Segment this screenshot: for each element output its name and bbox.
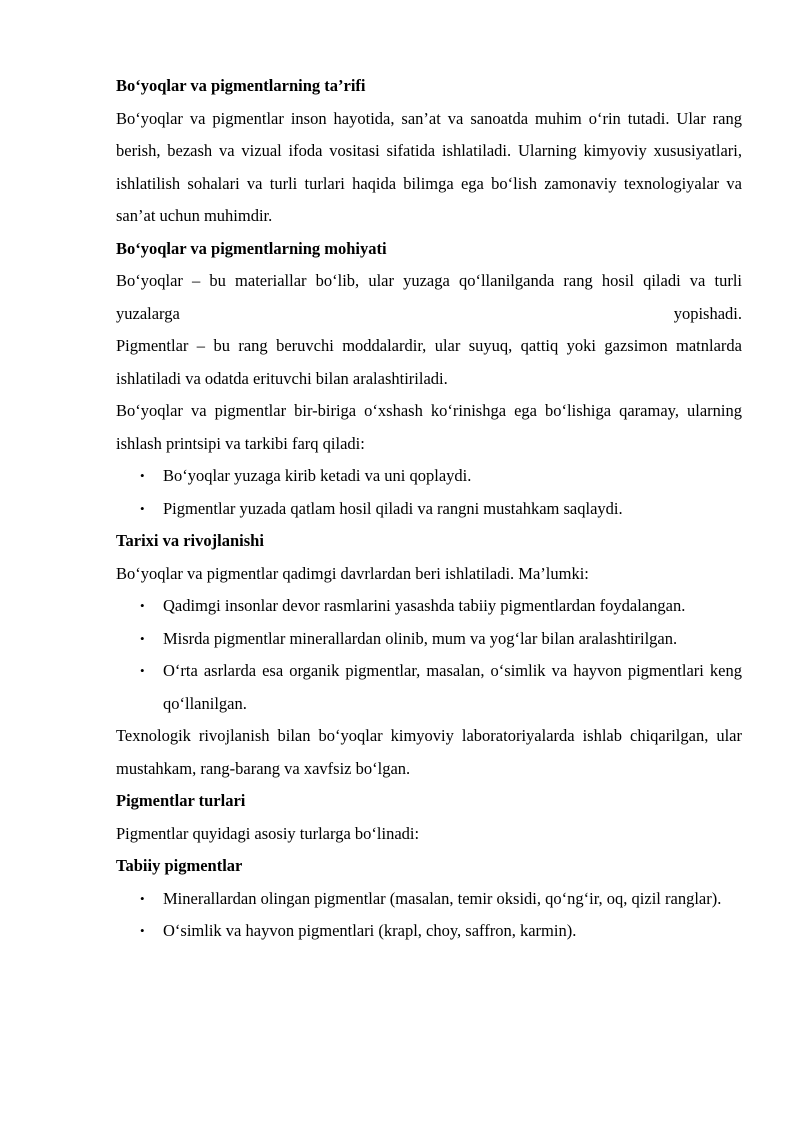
document-page <box>116 70 742 948</box>
list-item-text: Qadimgi insonlar devor rasmlarini yasashda tabiiy pigmentlardan foydalangan. <box>163 596 686 615</box>
section-heading: Tabiiy pigmentlar <box>116 856 243 875</box>
paragraph: Bo‘yoqlar va pigmentlar bir-biriga o‘xshash ko‘rinishga ega bo‘lishiga qaramay, ularning ishlash printsipi va tarkibi farq qiladi: <box>116 401 742 453</box>
list-item <box>116 590 742 623</box>
section-heading: Bo‘yoqlar va pigmentlarning mohiyati <box>116 238 387 258</box>
bullet-icon: • <box>140 468 145 483</box>
list-item-text: Minerallardan olingan pigmentlar (masalan, temir oksidi, qo‘ng‘ir, oq, qizil ranglar). <box>163 888 722 908</box>
list-item <box>116 655 742 720</box>
section-heading: Tarixi va rivojlanishi <box>116 531 264 550</box>
list-item-text: O‘rta asrlarda esa organik pigmentlar, masalan, o‘simlik va hayvon pigmentlari keng qo‘llanilgan. <box>163 661 742 713</box>
paragraph: Bo‘yoqlar va pigmentlar inson hayotida, san’at va sanoatda muhim o‘rin tutadi. Ular rang berish, bezash va vizual ifoda vositasi sifatida ishlatiladi. Ularning kimyoviy xususiyatlari, ishlatilish sohalari va turli turlari haqida bilimga ega bo‘lish zamonaviy texnologiyalar va san’at uchun muhimdir. <box>116 108 742 225</box>
bullet-icon: • <box>140 890 145 906</box>
section-heading: Bo‘yoqlar va pigmentlarning ta’rifi <box>116 76 366 95</box>
list-item-text: Pigmentlar yuzada qatlam hosil qiladi va rangni mustahkam saqlaydi. <box>163 498 623 518</box>
bullet-list <box>116 460 742 525</box>
bullet-icon: • <box>140 630 145 646</box>
bullet-icon: • <box>140 663 145 678</box>
bullet-icon: • <box>140 923 145 938</box>
section-heading: Pigmentlar turlari <box>116 791 246 810</box>
paragraph: Texnologik rivojlanish bilan bo‘yoqlar kimyoviy laboratoriyalarda ishlab chiqarilgan, ular mustahkam, rang-barang va xavfsiz bo‘lgan. <box>116 726 742 778</box>
list-item-text: O‘simlik va hayvon pigmentlari (krapl, choy, saffron, karmin). <box>163 921 577 940</box>
list-item-text: Bo‘yoqlar yuzaga kirib ketadi va uni qoplaydi. <box>163 466 472 485</box>
list-item <box>116 460 742 493</box>
paragraph: Bo‘yoqlar – bu materiallar bo‘lib, ular yuzaga qo‘llanilganda rang hosil qiladi va turli yuzalarga yopishadi. <box>116 271 742 323</box>
list-item <box>116 915 742 948</box>
list-item <box>116 883 742 916</box>
paragraph: Bo‘yoqlar va pigmentlar qadimgi davrlardan beri ishlatiladi. Ma’lumki: <box>116 563 589 583</box>
bullet-list <box>116 883 742 948</box>
paragraph: Pigmentlar quyidagi asosiy turlarga bo‘linadi: <box>116 823 420 843</box>
list-item <box>116 623 742 656</box>
bullet-list <box>116 590 742 720</box>
bullet-icon: • <box>140 598 145 613</box>
bullet-icon: • <box>140 500 145 516</box>
list-item <box>116 493 742 526</box>
paragraph: Pigmentlar – bu rang beruvchi moddalardir, ular suyuq, qattiq yoki gazsimon matnlarda ishlatiladi va odatda erituvchi bilan aralashtiriladi. <box>116 336 742 388</box>
list-item-text: Misrda pigmentlar minerallardan olinib, mum va yog‘lar bilan aralashtirilgan. <box>163 628 678 648</box>
